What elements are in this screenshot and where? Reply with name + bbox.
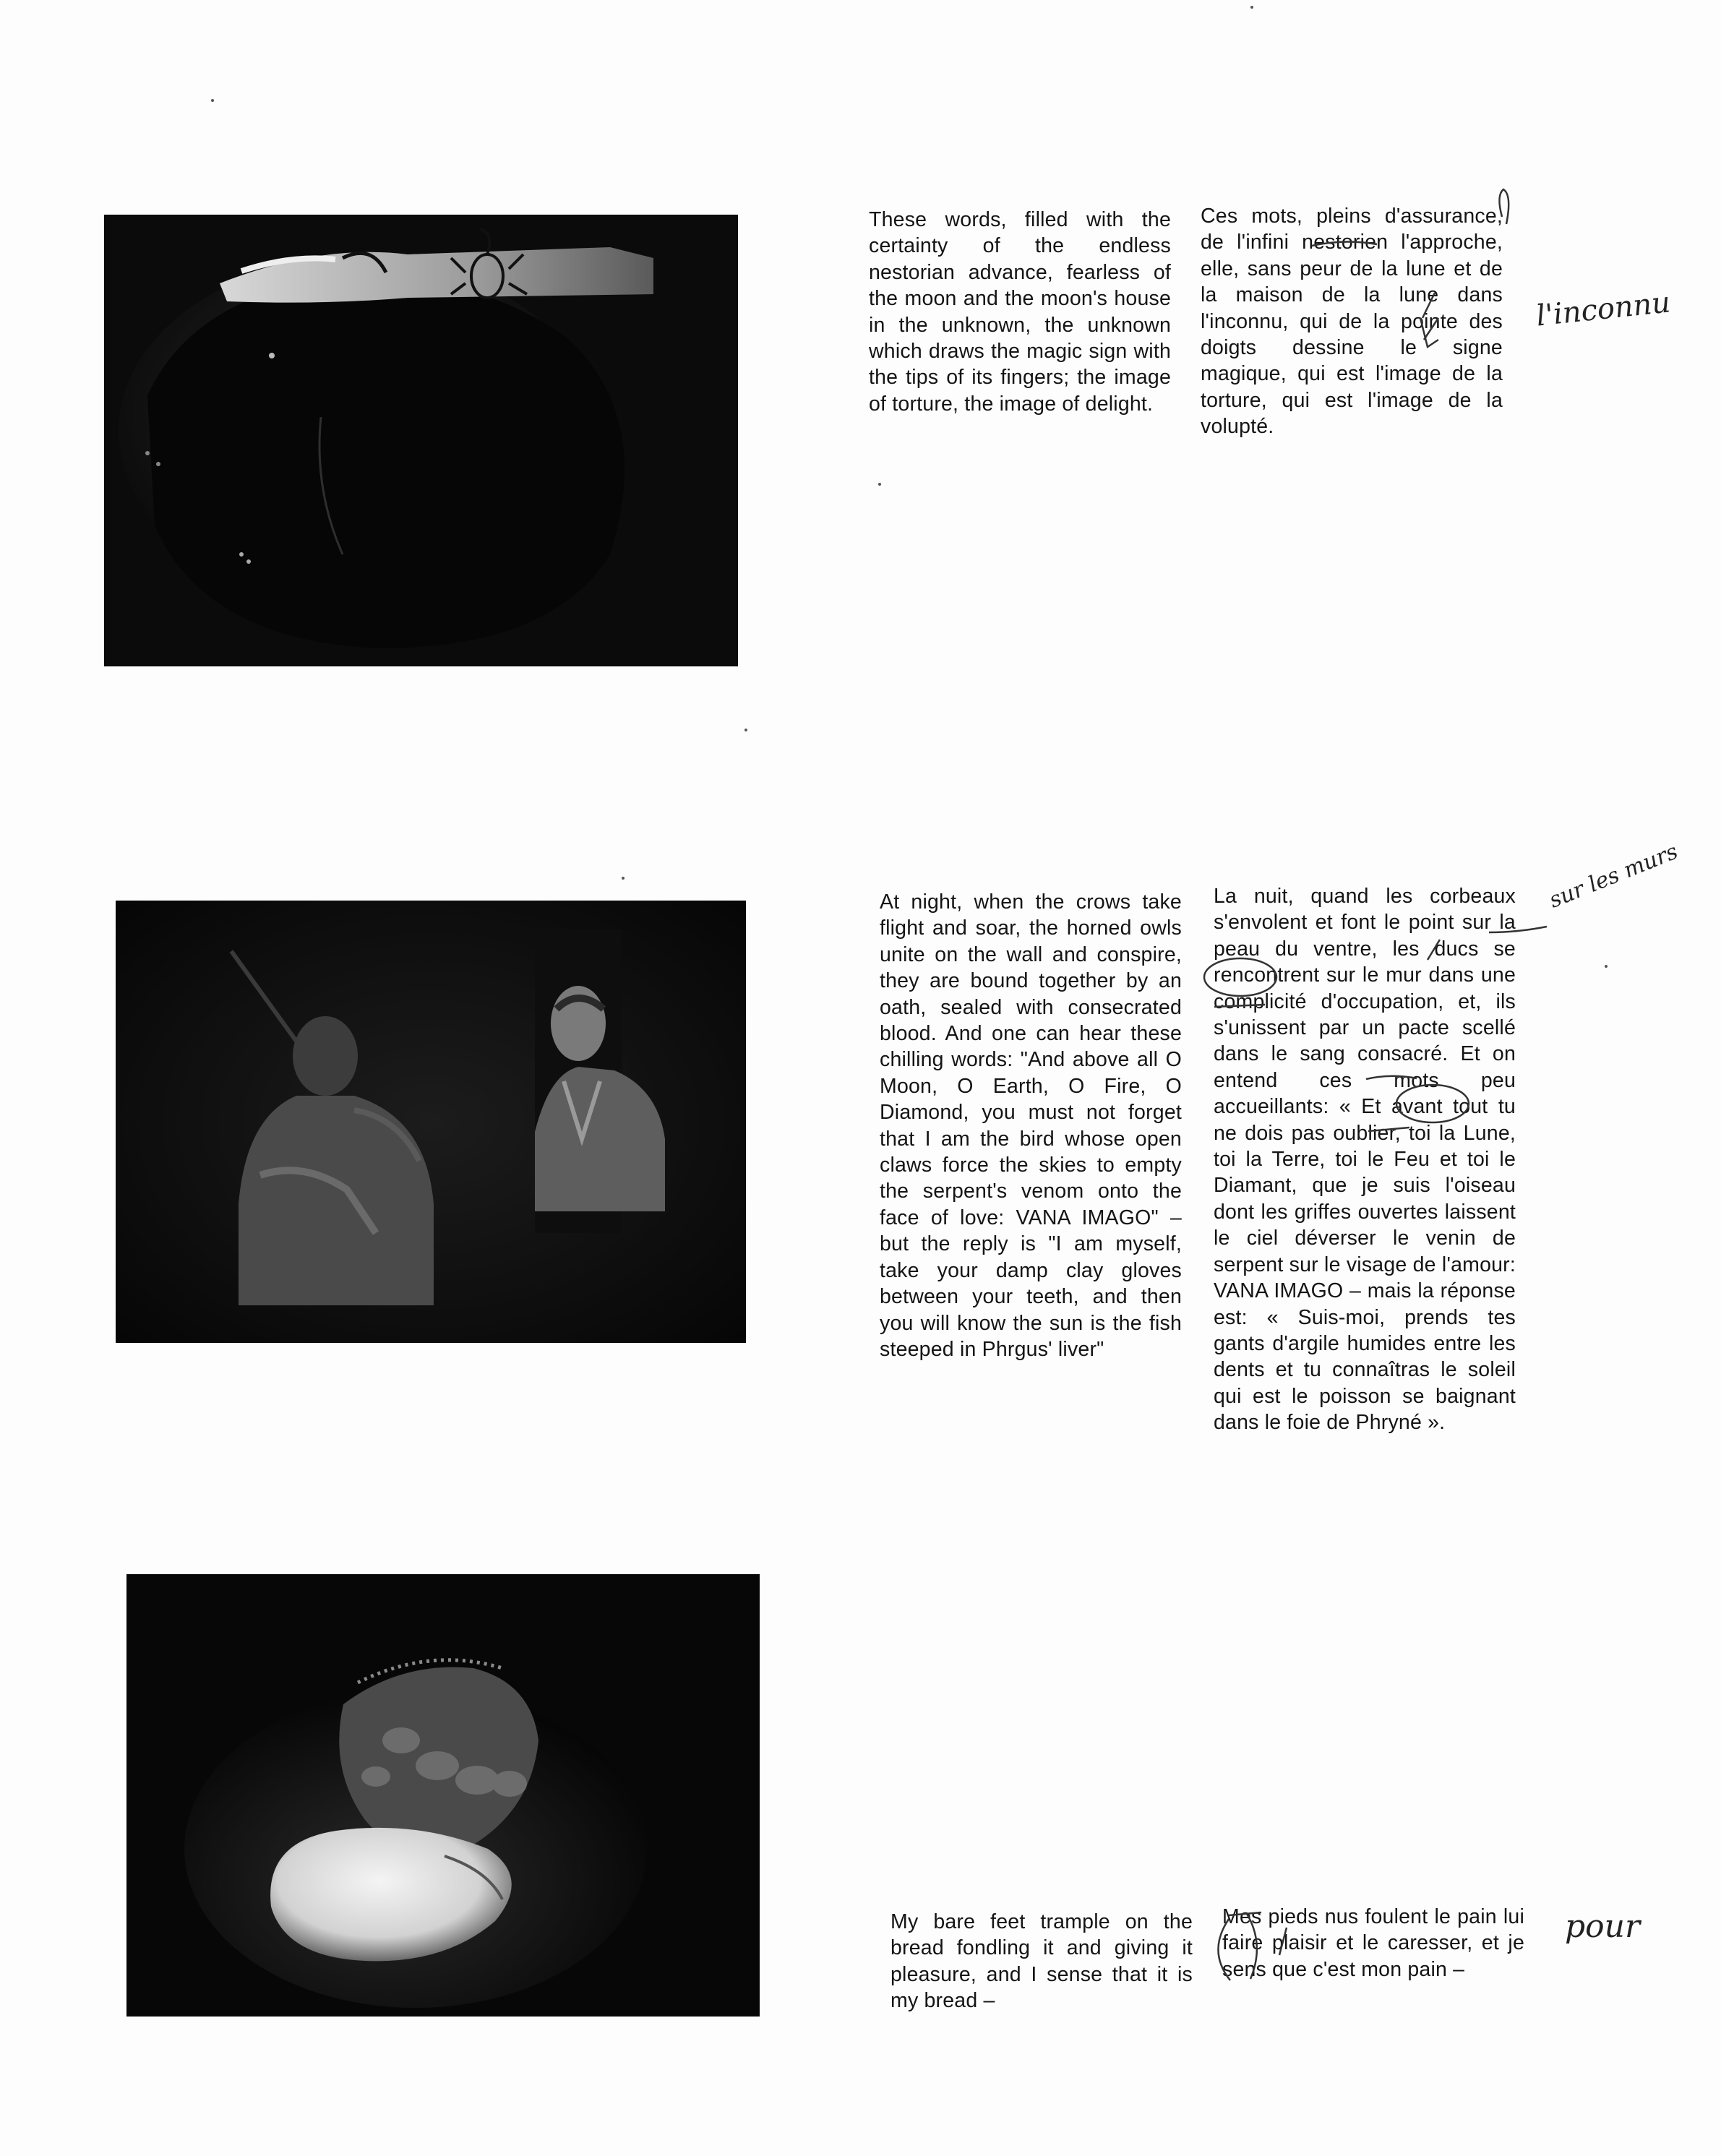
margin-note-sur-les-murs: sur les murs [1545, 838, 1682, 914]
english-text-3: My bare feet trample on the bread fondling it and giving it pleasure, and I sense that it is my bread – [890, 1910, 1193, 2013]
photo-foot-on-bread [126, 1574, 760, 2017]
english-text-1: These words, filled with the certainty of the endless nestorian advance, fearless of the moon and the moon's house in the unknown, the unknown which draws the magic sign with the tips of its fingers; the image of torture, the image of delight. [869, 208, 1171, 416]
french-text-1: Ces mots, pleins d'assurance, de l'infini nestorien l'approche, elle, sans peur de la lune et de la maison de la lune dans l'inconnu, qui de la pointe des doigts dessine le signe magique, qui est l'image de la torture, qui est l'image de la volupté. [1201, 205, 1503, 439]
scan-speck [1605, 965, 1608, 968]
photo-two-men [116, 901, 746, 1343]
french-text-3: Mes pieds nus foulent le pain lui faire plaisir et le caresser, et je sens que c'est mon pain – [1222, 1905, 1524, 1981]
scan-speck [622, 877, 625, 880]
scan-speck [744, 729, 747, 731]
scan-speck [211, 99, 214, 102]
margin-note-inconnu: l'inconnu [1535, 285, 1673, 333]
scan-speck [878, 483, 881, 486]
margin-note-pour: pour [1565, 1908, 1641, 1945]
photo-tattooed-hand [104, 215, 738, 666]
scan-speck [1250, 6, 1253, 9]
french-text-2: La nuit, quand les corbeaux s'envolent et font le point sur la peau du ventre, les ducs se rencontrent sur le mur dans une complicité d'occupation, et, ils s'unissent par un pacte scellé dans le sang consacré. Et on entend ces mots peu accueillants: « Et avant tout tu ne dois pas oublier, toi la Lune, toi la Terre, toi le Feu et toi le Diamant, que je suis l'oiseau dont les griffes ouvertes laissent le ciel déverser le venin de serpent sur le visage de l'amour: VANA IMAGO – mais la réponse est: « Suis-moi, prends tes gants d'argile humides entre les dents et tu connaîtras le soleil qui est le poisson se baignant dans le foie de Phryné ». [1214, 885, 1516, 1435]
english-text-2: At night, when the crows take flight and soar, the horned owls unite on the wall and conspire, they are bound together by an oath, sealed with consecrated blood. And one can hear these chilling words: "And above all O Moon, O Earth, O Fire, O Diamond, you must not forget that I am the bird whose open claws force the skies to empty the serpent's venom onto the face of love: VANA IMAGO" – but the reply is "I am myself, take your damp clay gloves between your teeth, and then you will know the sun is the fish steeped in Phrgus' liver" [880, 890, 1182, 1361]
